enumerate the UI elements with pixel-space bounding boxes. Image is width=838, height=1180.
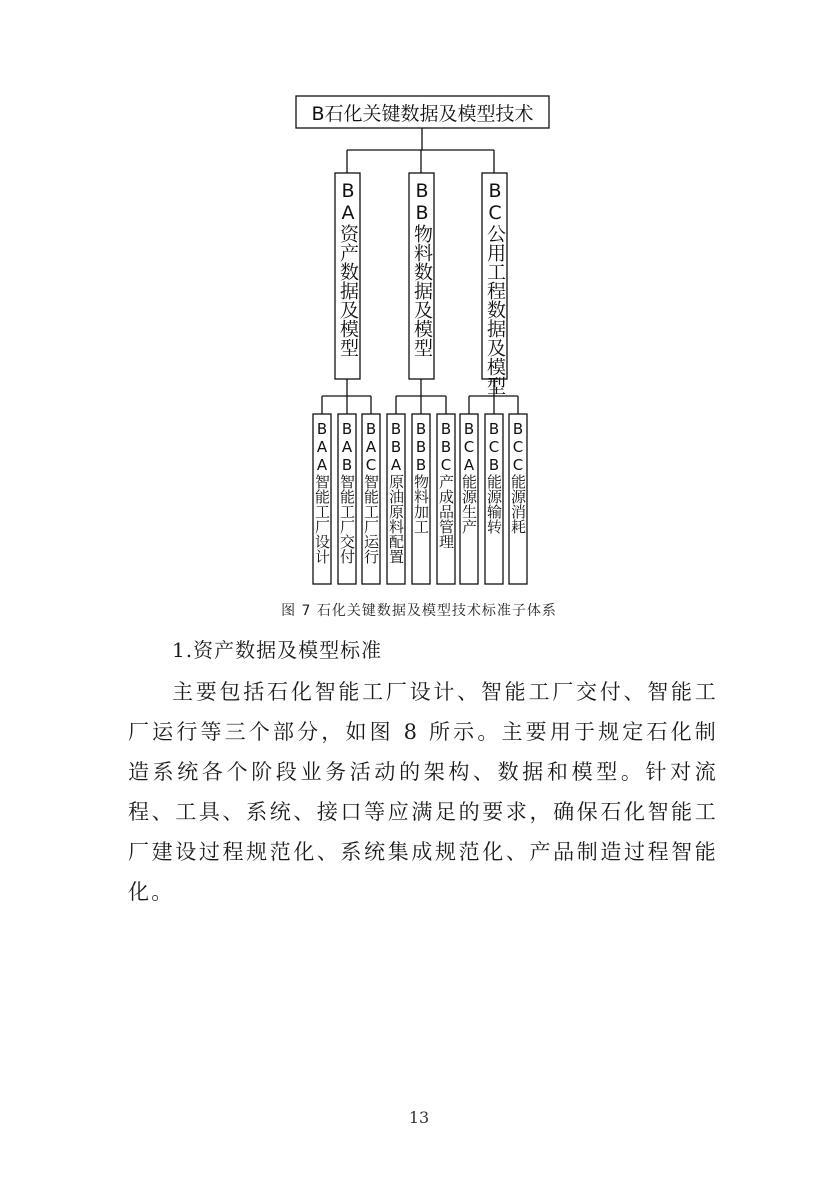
leaf-label-bac: BAC智能工厂运行 bbox=[362, 420, 380, 564]
figure-caption: 图 7 石化关键数据及模型技术标准子体系 bbox=[281, 603, 557, 619]
leaf-label-bba: BBA原油原料配置 bbox=[387, 420, 405, 564]
branch-label-ba: BA资产数据及模型 bbox=[337, 180, 359, 357]
leaf-label-baa: BAA智能工厂设计 bbox=[313, 420, 331, 564]
leaf-label-bbc: BBC产成品管理 bbox=[437, 420, 455, 549]
leaf-label-bbb: BBB物料加工 bbox=[412, 420, 430, 534]
section-heading: 1.资产数据及模型标准 bbox=[172, 638, 383, 662]
page-number: 13 bbox=[408, 1108, 430, 1127]
branch-label-bb: BB物料数据及模型 bbox=[411, 180, 433, 357]
leaf-label-bcc: BCC能源消耗 bbox=[509, 420, 527, 534]
leaf-label-bcb: BCB能源输转 bbox=[485, 420, 503, 534]
root-label: B石化关键数据及模型技术 bbox=[311, 102, 534, 125]
leaf-label-bca: BCA能源生产 bbox=[460, 420, 478, 534]
body-paragraph: 主要包括石化智能工厂设计、智能工厂交付、智能工厂运行等三个部分，如图 8 所示。主要用于规定石化制造系统各个阶段业务活动的架构、数据和模型。针对流程、工具、系统、接口等应满足的要求，确保石化智能工厂建设过程规范化、系统集成规范化、产品制造过程智能化。 bbox=[128, 680, 718, 904]
leaf-label-bab: BAB智能工厂交付 bbox=[338, 420, 356, 564]
branch-label-bc: BC公用工程数据及模型 bbox=[484, 180, 506, 395]
